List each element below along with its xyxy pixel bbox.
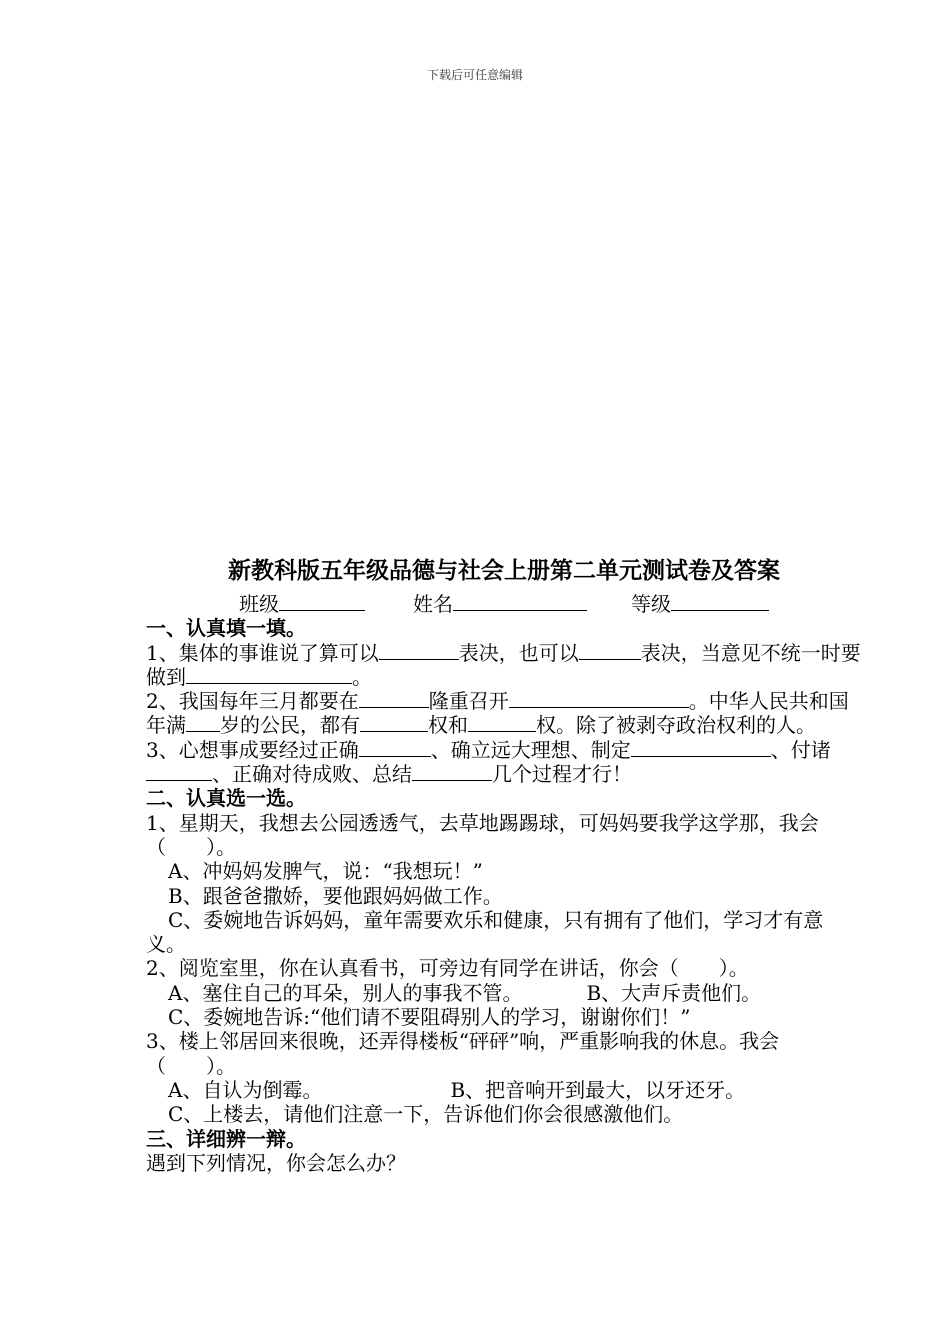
question-1-2: 2、我国每年三月都要在 隆重召开 。中华人民共和国年满 岁的公民，都有 权和 权。除了被剥夺政治权利的人。 bbox=[146, 689, 849, 738]
name-blank bbox=[453, 592, 587, 611]
document-title: 新教科版五年级品德与社会上册第二单元测试卷及答案 bbox=[228, 558, 780, 584]
question-2-2-option-c: C、委婉地告诉:“他们请不要阻碍别人的学习，谢谢你们！” bbox=[168, 1005, 691, 1030]
class-label: 班级 bbox=[239, 592, 279, 616]
grade-label: 等级 bbox=[631, 592, 671, 616]
section-1-heading: 一、认真填一填。 bbox=[146, 616, 306, 641]
question-2-1-option-a: A、冲妈妈发脾气，说：“我想玩！” bbox=[168, 859, 483, 884]
document-body bbox=[146, 556, 862, 1175]
question-1-3: 3、心想事成要经过正确 、确立远大理想、制定 、付诸、正确对待成败、总结 几个过程才行！ bbox=[146, 737, 831, 787]
student-info-line bbox=[146, 592, 862, 616]
grade-blank bbox=[671, 592, 769, 611]
question-2-2-options-ab: A、塞住自己的耳朵，别人的事我不管。 B、大声斥责他们。 bbox=[168, 980, 762, 1005]
question-2-1-option-b: B、跟爸爸撒娇，要他跟妈妈做工作。 bbox=[168, 883, 503, 908]
question-2-3-options-ab: A、自认为倒霉。 B、把音响开到最大，以牙还牙。 bbox=[168, 1077, 746, 1102]
question-2-3: 3、楼上邻居回来很晚，还弄得楼板“砰砰”响，严重影响我的休息。我会（ ）。 bbox=[146, 1029, 780, 1078]
section-2-heading: 二、认真选一选。 bbox=[146, 786, 306, 811]
question-2-3-option-c: C、上楼去，请他们注意一下，告诉他们你会很感激他们。 bbox=[168, 1102, 684, 1127]
section-3-heading: 三、详细辨一辩。 bbox=[146, 1126, 306, 1151]
name-label: 姓名 bbox=[413, 592, 453, 616]
class-blank bbox=[279, 592, 365, 611]
page-header: 下载后可任意编辑 bbox=[426, 68, 523, 82]
question-2-1: 1、星期天，我想去公园透透气，去草地踢踢球，可妈妈要我学这学那，我会（ ）。 bbox=[146, 810, 819, 859]
question-2-2: 2、阅览室里，你在认真看书，可旁边有同学在讲话，你会（ ）。 bbox=[146, 956, 749, 981]
section-3-intro: 遇到下列情况，你会怎么办？ bbox=[146, 1150, 406, 1175]
question-2-1-option-c: C、委婉地告诉妈妈，童年需要欢乐和健康，只有拥有了他们，学习才有意义。 bbox=[146, 907, 824, 957]
question-1-1: 1、集体的事谁说了算可以 表决，也可以 表决，当意见不统一时要做到 。 bbox=[146, 640, 861, 689]
